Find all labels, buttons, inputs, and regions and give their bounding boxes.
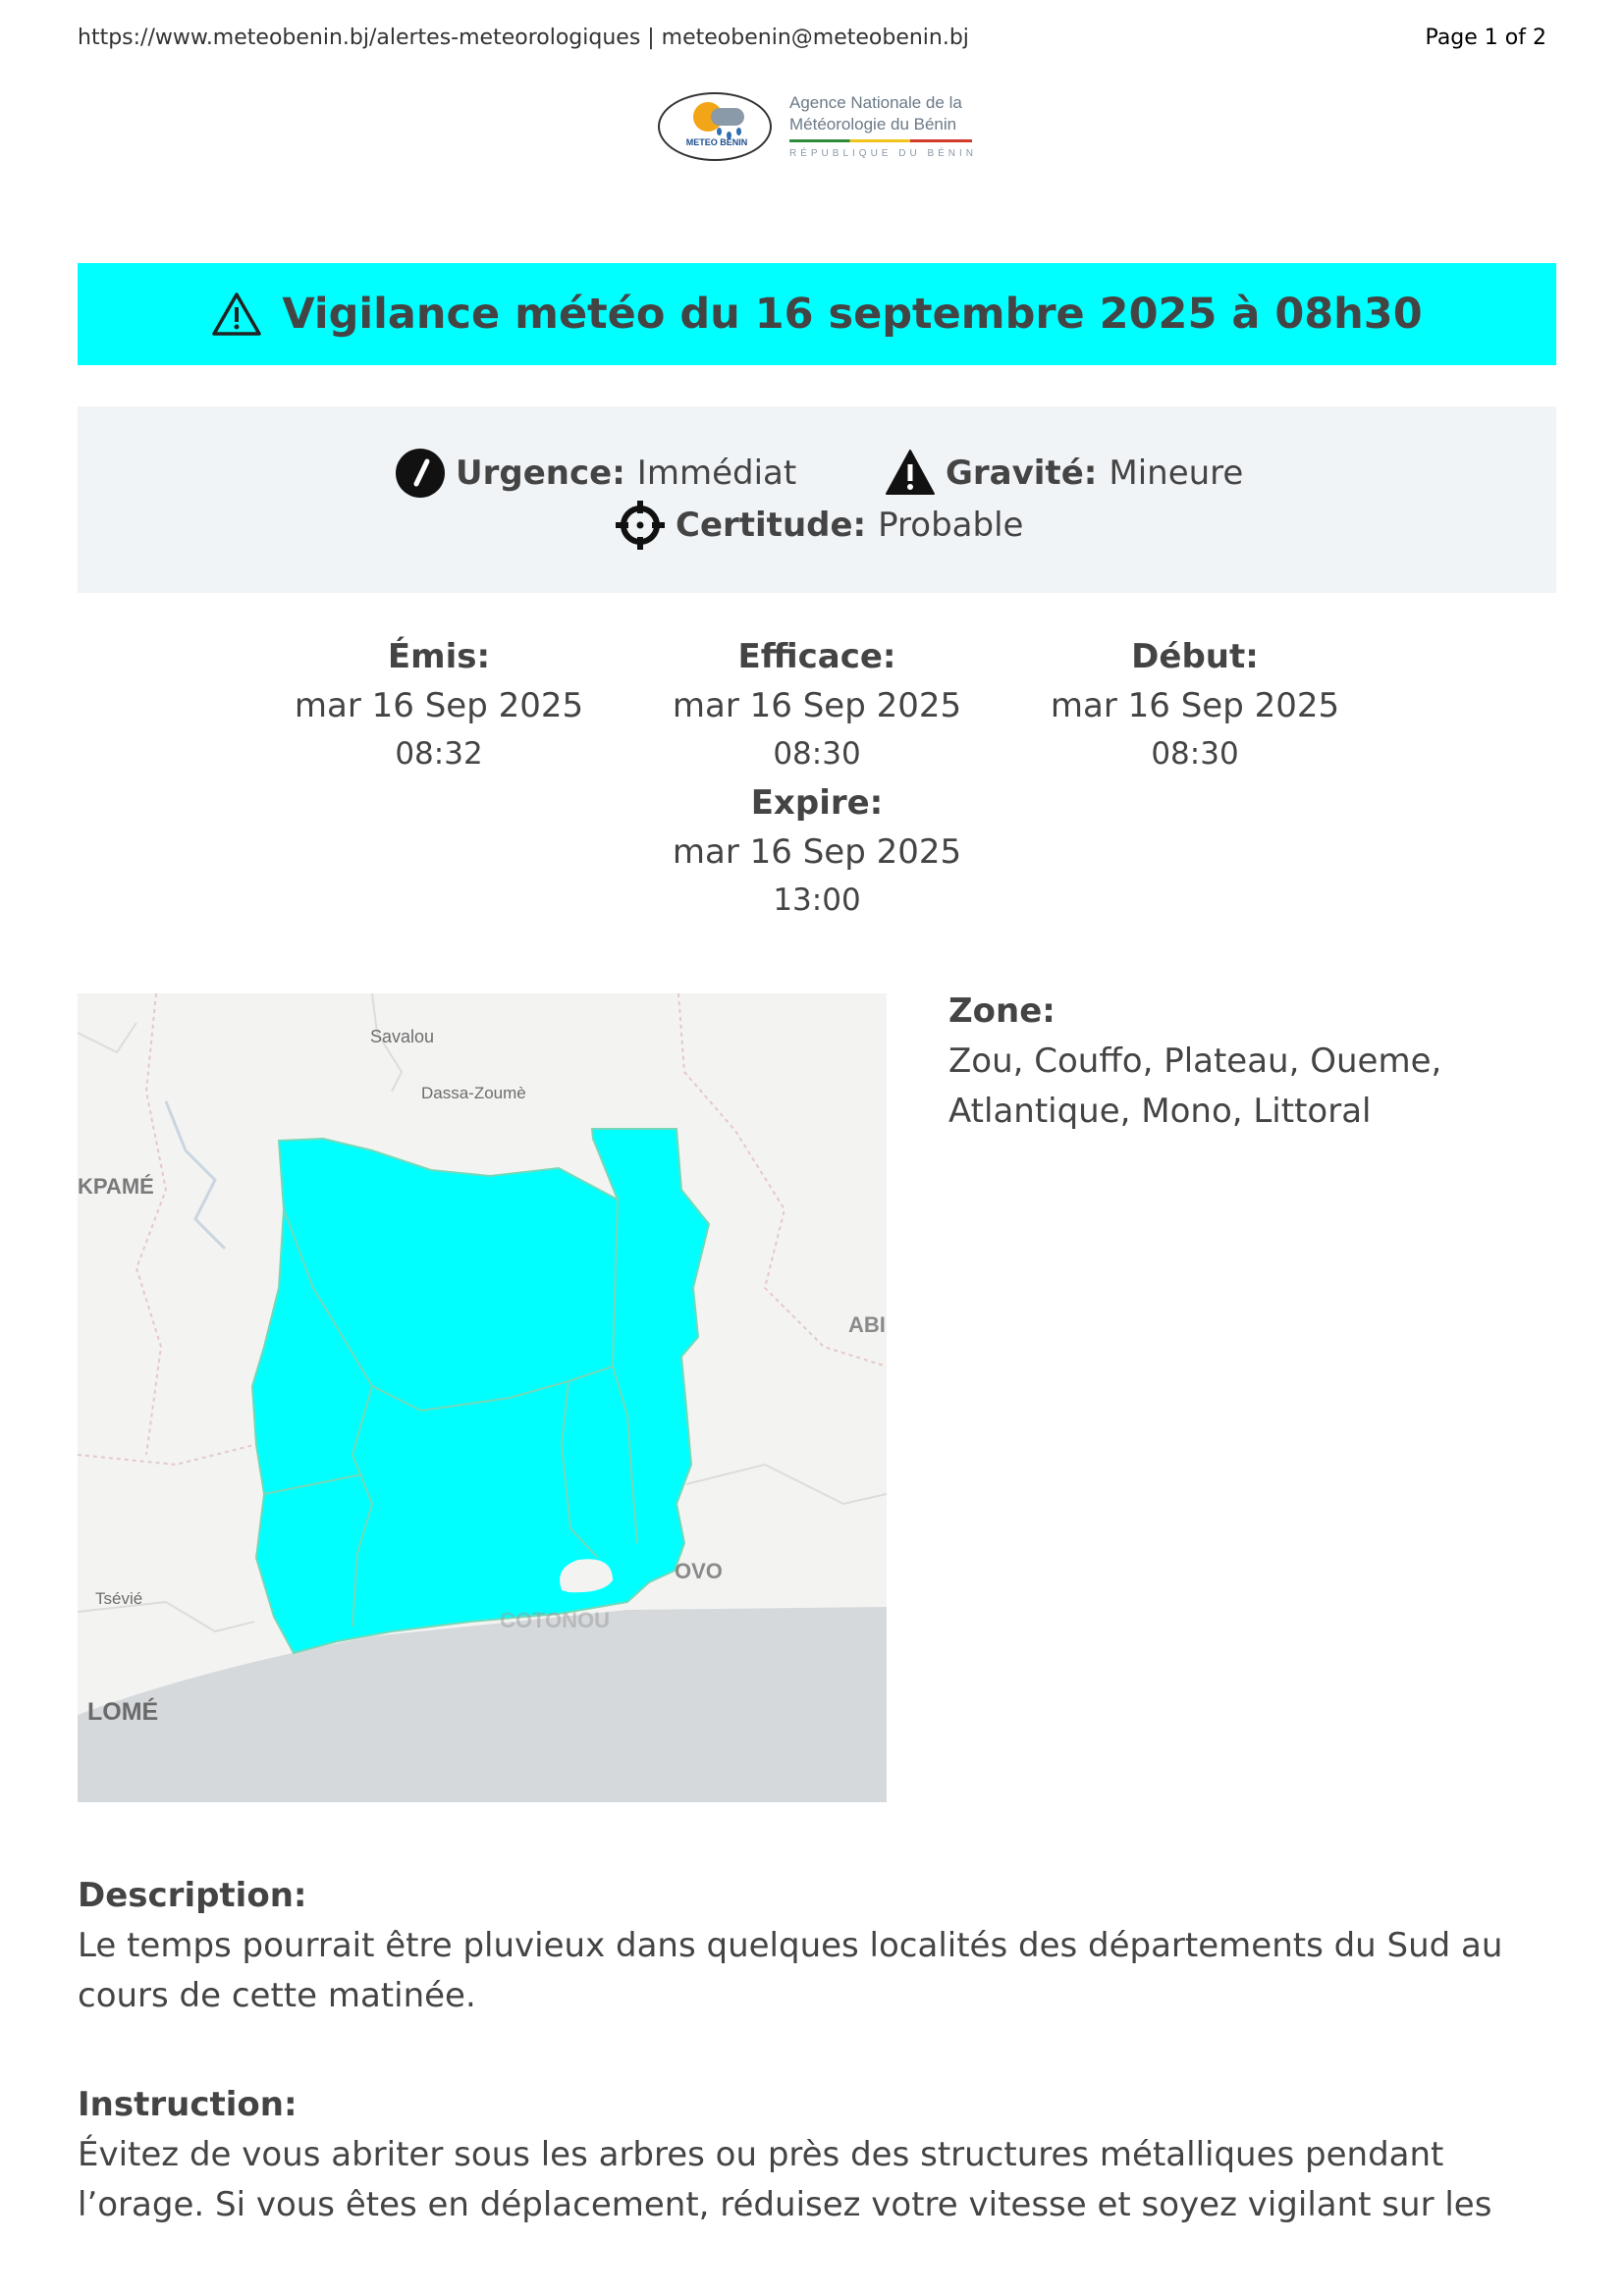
urgency-item — [395, 448, 796, 499]
zone-value: Zou, Couffo, Plateau, Oueme, Atlantique, Mono, Littoral — [948, 1041, 1442, 1131]
alert-title: Vigilance météo du 16 septembre 2025 à 08h30 — [282, 290, 1423, 339]
gauge-icon — [395, 448, 446, 499]
warning-filled-icon — [885, 448, 936, 499]
logo-agency-line2: Météorologie du Bénin — [789, 115, 957, 133]
instruction-label: Instruction: — [78, 2085, 298, 2124]
date-label: Efficace: — [737, 637, 896, 676]
meteo-benin-logo — [658, 90, 982, 169]
date-value: mar 16 Sep 2025 — [672, 686, 962, 725]
cloud-icon — [711, 108, 744, 126]
time-value: 13:00 — [773, 882, 861, 918]
urgency-value: Immédiat — [636, 454, 797, 493]
warning-triangle-icon — [211, 292, 262, 337]
gravity-value: Mineure — [1109, 454, 1244, 493]
date-label: Expire: — [750, 783, 884, 823]
description-label: Description: — [78, 1876, 307, 1915]
map-label-cotonou: COTONOU — [500, 1608, 611, 1632]
map-label-dassa: Dassa-Zoumè — [421, 1084, 526, 1102]
raindrop-icon — [736, 128, 741, 135]
logo-emblem — [658, 92, 772, 161]
page-number: Page 1 of 2 — [1425, 26, 1546, 50]
map-label-tsevie: Tsévié — [95, 1589, 143, 1608]
logo-brand: METEO BENIN — [685, 137, 748, 147]
date-effective — [640, 634, 994, 775]
logo-agency-line1: Agence Nationale de la — [789, 93, 962, 112]
time-value: 08:30 — [1151, 736, 1239, 772]
page-header-url: https://www.meteobenin.bj/alertes-meteorologiques | meteobenin@meteobenin.bj — [78, 26, 969, 50]
gravity-item — [885, 448, 1243, 499]
description-text: Le temps pourrait être pluvieux dans quelques localités des départements du Sud au cours de cette matinée. — [78, 1926, 1503, 2015]
map-label-ovo: OVO — [675, 1559, 723, 1583]
certainty-value: Probable — [878, 506, 1024, 545]
severity-panel — [78, 406, 1556, 593]
raindrop-icon — [717, 128, 722, 135]
date-value: mar 16 Sep 2025 — [672, 832, 962, 872]
crosshair-icon — [615, 500, 666, 551]
alert-banner — [78, 263, 1556, 365]
instruction-text: Évitez de vous abriter sous les arbres ou près des structures métalliques pendant l’orage. Si vous êtes en déplacement, réduisez votre vitesse et soyez vigilant sur les — [78, 2135, 1492, 2224]
date-start — [1018, 634, 1372, 775]
date-label: Début: — [1131, 637, 1259, 676]
alert-zone-map — [78, 993, 887, 1802]
time-value: 08:32 — [395, 736, 483, 772]
logo-country: RÉPUBLIQUE DU BÉNIN — [789, 148, 978, 159]
zone-label: Zone: — [948, 991, 1056, 1031]
date-value: mar 16 Sep 2025 — [294, 686, 584, 725]
map-canvas — [78, 993, 887, 1802]
map-label-kpame: KPAMÉ — [78, 1174, 154, 1199]
date-issued — [262, 634, 616, 775]
date-expire — [640, 780, 994, 922]
map-label-abi: ABI — [848, 1312, 886, 1337]
date-label: Émis: — [387, 637, 491, 676]
certainty-label: Certitude: — [676, 506, 867, 545]
urgency-label: Urgence: — [456, 454, 625, 493]
certainty-item — [615, 500, 1023, 551]
map-label-savalou: Savalou — [370, 1027, 435, 1046]
date-value: mar 16 Sep 2025 — [1050, 686, 1340, 725]
map-label-lome: LOMÉ — [87, 1698, 159, 1726]
time-value: 08:30 — [773, 736, 861, 772]
logo-flag-stripe — [789, 139, 972, 142]
gravity-label: Gravité: — [946, 454, 1098, 493]
